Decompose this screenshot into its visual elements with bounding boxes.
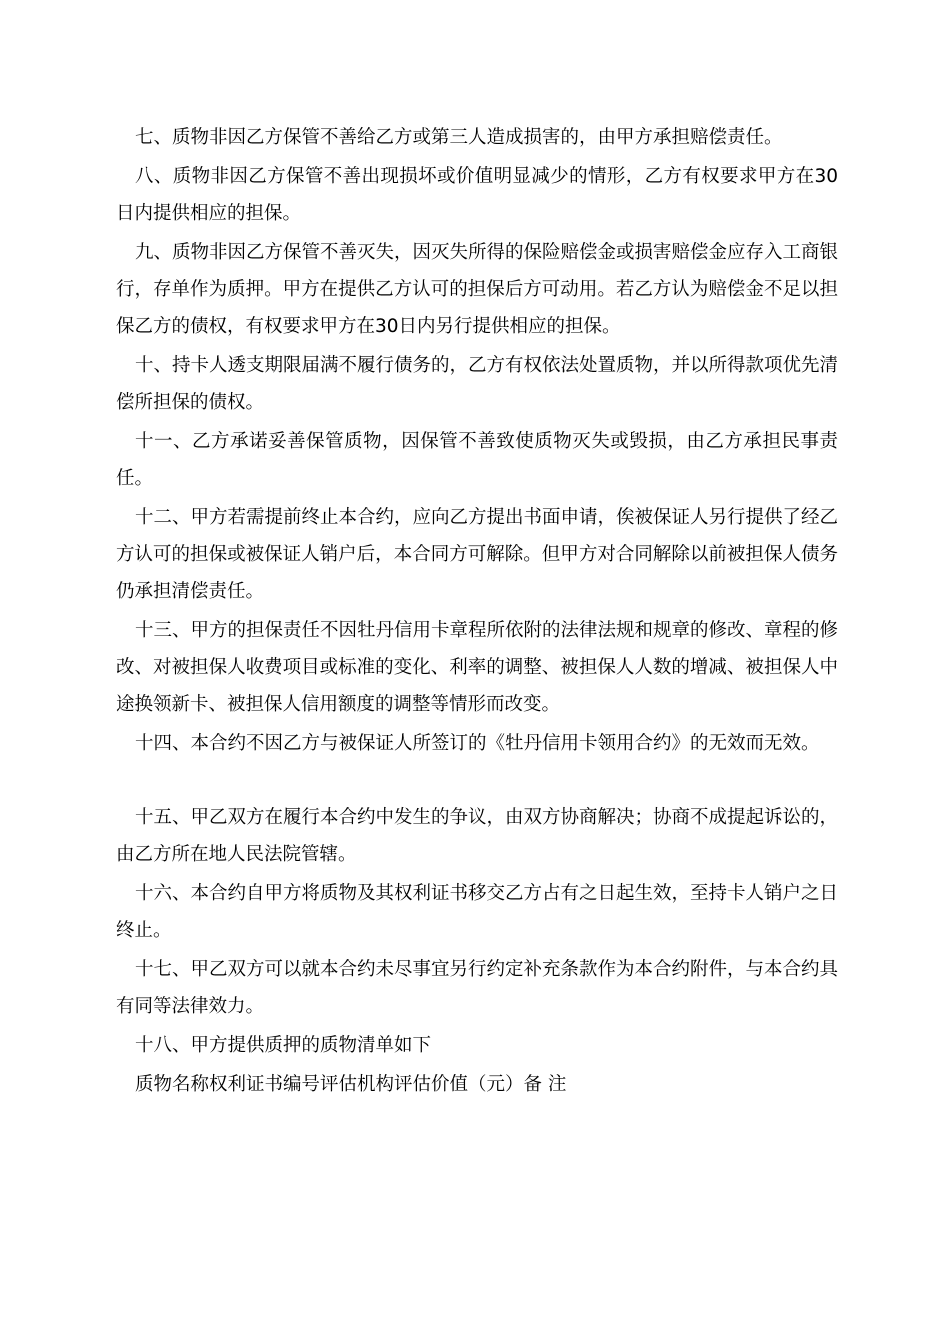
clause-11: 十一、乙方承诺妥善保管质物，因保管不善致使质物灭失或毁损，由乙方承担民事责任。 — [116, 431, 838, 489]
clause-18: 十八、甲方提供质押的质物清单如下 — [135, 1035, 432, 1056]
clause-15: 十五、甲乙双方在履行本合约中发生的争议，由双方协商解决；协商不成提起诉讼的，由乙方所在地人民法院管辖。 — [116, 807, 839, 865]
clause-17: 十七、甲乙双方可以就本合约未尽事宜另行约定补充条款作为本合约附件，与本合约具有同等法律效力。 — [116, 959, 839, 1017]
document-body — [116, 119, 838, 1105]
clause-14: 十四、本合约不因乙方与被保证人所签订的《牡丹信用卡领用合约》的无效而无效。 — [135, 733, 820, 754]
clause-12: 十二、甲方若需提前终止本合约，应向乙方提出书面申请，俟被保证人另行提供了经乙方认可的担保或被保证人销户后，本合同方可解除。但甲方对合同解除以前被担保人债务仍承担清偿责任。 — [116, 507, 839, 602]
clause-7: 七、质物非因乙方保管不善给乙方或第三人造成损害的，由甲方承担赔偿责任。 — [135, 127, 783, 148]
clause-16: 十六、本合约自甲方将质物及其权利证书移交乙方占有之日起生效，至持卡人销户之日终止。 — [116, 883, 839, 941]
pledge-list-header: 质物名称权利证书编号评估机构评估价值（元）备 注 — [135, 1074, 567, 1095]
clause-13: 十三、甲方的担保责任不因牡丹信用卡章程所依附的法律法规和规章的修改、章程的修改、对被担保人收费项目或标准的变化、利率的调整、被担保人人数的增减、被担保人中途换领新卡、被担保人信用额度的调整等情形而改变。 — [116, 620, 839, 715]
clause-8: 八、质物非因乙方保管不善出现损坏或价值明显减少的情形，乙方有权要求甲方在30日内提供相应的担保。 — [116, 166, 838, 224]
clause-9: 九、质物非因乙方保管不善灭失，因灭失所得的保险赔偿金或损害赔偿金应存入工商银行，存单作为质押。甲方在提供乙方认可的担保后方可动用。若乙方认为赔偿金不足以担保乙方的债权，有权要求甲方在30日内另行提供相应的担保。 — [116, 242, 839, 337]
clause-10: 十、持卡人透支期限届满不履行债务的，乙方有权依法处置质物，并以所得款项优先清偿所担保的债权。 — [116, 355, 839, 413]
